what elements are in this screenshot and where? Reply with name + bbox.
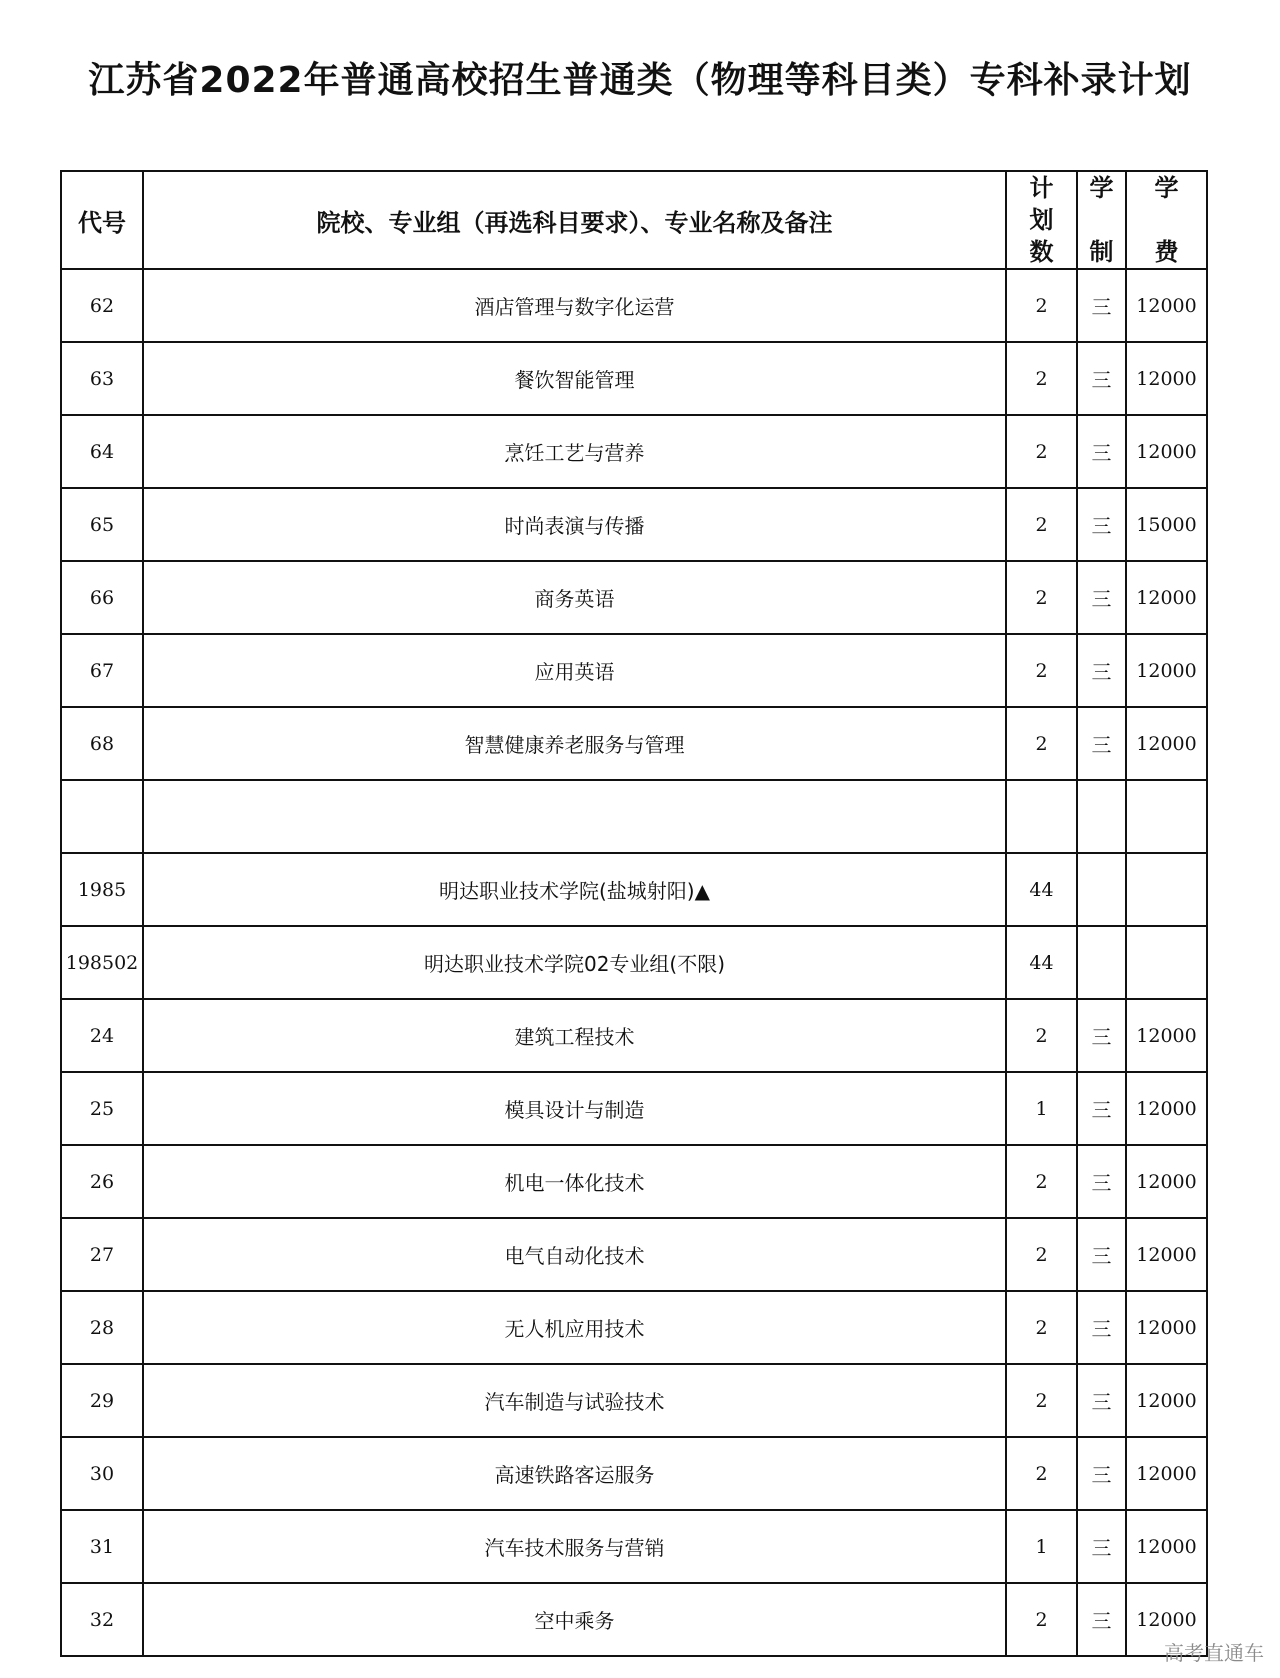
cell-code: 31 <box>61 1510 143 1583</box>
table-row <box>61 1291 1207 1364</box>
cell-fee: 12000 <box>1126 1145 1207 1218</box>
cell-plan: 2 <box>1006 1291 1077 1364</box>
cell-fee: 12000 <box>1126 1291 1207 1364</box>
cell-fee: 12000 <box>1126 342 1207 415</box>
cell-plan: 2 <box>1006 561 1077 634</box>
cell-plan: 2 <box>1006 1364 1077 1437</box>
cell-fee: 12000 <box>1126 1072 1207 1145</box>
cell-plan: 2 <box>1006 1145 1077 1218</box>
cell-years: 三 <box>1077 999 1126 1072</box>
cell-code: 63 <box>61 342 143 415</box>
cell-code: 29 <box>61 1364 143 1437</box>
cell-plan: 2 <box>1006 488 1077 561</box>
cell-years: 三 <box>1077 707 1126 780</box>
cell-code: 67 <box>61 634 143 707</box>
cell-plan: 2 <box>1006 1583 1077 1656</box>
cell-plan: 2 <box>1006 634 1077 707</box>
cell-fee: 12000 <box>1126 415 1207 488</box>
cell-code <box>61 780 143 853</box>
table-row <box>61 1145 1207 1218</box>
cell-name: 餐饮智能管理 <box>143 342 1006 415</box>
cell-fee <box>1126 780 1207 853</box>
cell-code: 64 <box>61 415 143 488</box>
cell-years: 三 <box>1077 488 1126 561</box>
cell-years: 三 <box>1077 415 1126 488</box>
table-row <box>61 780 1207 853</box>
table-row <box>61 999 1207 1072</box>
cell-fee: 12000 <box>1126 999 1207 1072</box>
cell-code: 65 <box>61 488 143 561</box>
table-row <box>61 488 1207 561</box>
table-row <box>61 1072 1207 1145</box>
table-row <box>61 1437 1207 1510</box>
cell-plan <box>1006 780 1077 853</box>
cell-years: 三 <box>1077 1437 1126 1510</box>
cell-code: 26 <box>61 1145 143 1218</box>
cell-fee: 12000 <box>1126 1364 1207 1437</box>
cell-fee: 12000 <box>1126 561 1207 634</box>
header-fee-char: 学 <box>1154 174 1179 202</box>
header-years <box>1077 171 1126 269</box>
page-title: 江苏省2022年普通高校招生普通类（物理等科目类）专科补录计划 <box>88 60 1192 101</box>
cell-years: 三 <box>1077 1583 1126 1656</box>
table-row <box>61 1510 1207 1583</box>
cell-code: 32 <box>61 1583 143 1656</box>
header-fee-char: 费 <box>1154 238 1179 266</box>
cell-plan: 1 <box>1006 1072 1077 1145</box>
header-plan-char: 计 <box>1029 174 1054 202</box>
cell-code: 30 <box>61 1437 143 1510</box>
table-row <box>61 1583 1207 1656</box>
cell-years: 三 <box>1077 1510 1126 1583</box>
watermark: 高考直通车 <box>1164 1641 1264 1665</box>
cell-years: 三 <box>1077 1218 1126 1291</box>
cell-plan: 44 <box>1006 926 1077 999</box>
cell-code: 27 <box>61 1218 143 1291</box>
cell-name: 高速铁路客运服务 <box>143 1437 1006 1510</box>
cell-fee <box>1126 853 1207 926</box>
cell-plan: 2 <box>1006 269 1077 342</box>
cell-years <box>1077 853 1126 926</box>
header-code: 代号 <box>61 171 143 269</box>
header-plan <box>1006 171 1077 269</box>
cell-name: 建筑工程技术 <box>143 999 1006 1072</box>
cell-plan: 2 <box>1006 999 1077 1072</box>
cell-years <box>1077 926 1126 999</box>
header-fee <box>1126 171 1207 269</box>
cell-years: 三 <box>1077 342 1126 415</box>
cell-plan: 2 <box>1006 707 1077 780</box>
cell-fee <box>1126 926 1207 999</box>
cell-years: 三 <box>1077 1291 1126 1364</box>
table-row <box>61 926 1207 999</box>
cell-plan: 2 <box>1006 342 1077 415</box>
header-years-char: 学 <box>1089 174 1114 202</box>
cell-fee: 15000 <box>1126 488 1207 561</box>
cell-fee: 12000 <box>1126 1218 1207 1291</box>
cell-code: 68 <box>61 707 143 780</box>
cell-name: 模具设计与制造 <box>143 1072 1006 1145</box>
table-body <box>61 269 1207 1656</box>
cell-years: 三 <box>1077 269 1126 342</box>
cell-name: 机电一体化技术 <box>143 1145 1006 1218</box>
cell-plan: 1 <box>1006 1510 1077 1583</box>
table-row <box>61 415 1207 488</box>
cell-code: 28 <box>61 1291 143 1364</box>
cell-name <box>143 780 1006 853</box>
cell-code: 1985 <box>61 853 143 926</box>
header-years-char: 制 <box>1089 238 1114 266</box>
cell-plan: 44 <box>1006 853 1077 926</box>
cell-code: 24 <box>61 999 143 1072</box>
cell-code: 198502 <box>61 926 143 999</box>
cell-name: 无人机应用技术 <box>143 1291 1006 1364</box>
cell-fee: 12000 <box>1126 1583 1207 1656</box>
header-name: 院校、专业组（再选科目要求）、专业名称及备注 <box>143 171 1006 269</box>
table-row <box>61 1364 1207 1437</box>
cell-name: 空中乘务 <box>143 1583 1006 1656</box>
table-row <box>61 342 1207 415</box>
cell-years <box>1077 780 1126 853</box>
cell-name: 烹饪工艺与营养 <box>143 415 1006 488</box>
cell-years: 三 <box>1077 1364 1126 1437</box>
cell-name: 汽车技术服务与营销 <box>143 1510 1006 1583</box>
cell-name: 智慧健康养老服务与管理 <box>143 707 1006 780</box>
table-row <box>61 707 1207 780</box>
table-row <box>61 853 1207 926</box>
table-row <box>61 1218 1207 1291</box>
cell-fee: 12000 <box>1126 1510 1207 1583</box>
cell-name: 明达职业技术学院(盐城射阳)▲ <box>143 853 1006 926</box>
table-row <box>61 634 1207 707</box>
cell-name: 电气自动化技术 <box>143 1218 1006 1291</box>
cell-fee: 12000 <box>1126 707 1207 780</box>
cell-fee: 12000 <box>1126 269 1207 342</box>
cell-years: 三 <box>1077 1145 1126 1218</box>
header-plan-char: 数 <box>1029 238 1054 266</box>
cell-code: 62 <box>61 269 143 342</box>
cell-name: 时尚表演与传播 <box>143 488 1006 561</box>
cell-name: 应用英语 <box>143 634 1006 707</box>
table-row <box>61 269 1207 342</box>
enrollment-plan-table <box>60 170 1208 1657</box>
cell-years: 三 <box>1077 634 1126 707</box>
cell-years: 三 <box>1077 561 1126 634</box>
cell-name: 商务英语 <box>143 561 1006 634</box>
cell-code: 25 <box>61 1072 143 1145</box>
table-header-row <box>61 171 1207 269</box>
cell-years: 三 <box>1077 1072 1126 1145</box>
cell-fee: 12000 <box>1126 634 1207 707</box>
cell-plan: 2 <box>1006 415 1077 488</box>
cell-plan: 2 <box>1006 1437 1077 1510</box>
cell-name: 汽车制造与试验技术 <box>143 1364 1006 1437</box>
cell-fee: 12000 <box>1126 1437 1207 1510</box>
cell-code: 66 <box>61 561 143 634</box>
cell-plan: 2 <box>1006 1218 1077 1291</box>
table-row <box>61 561 1207 634</box>
cell-name: 明达职业技术学院02专业组(不限) <box>143 926 1006 999</box>
header-plan-char: 划 <box>1029 206 1054 234</box>
cell-name: 酒店管理与数字化运营 <box>143 269 1006 342</box>
